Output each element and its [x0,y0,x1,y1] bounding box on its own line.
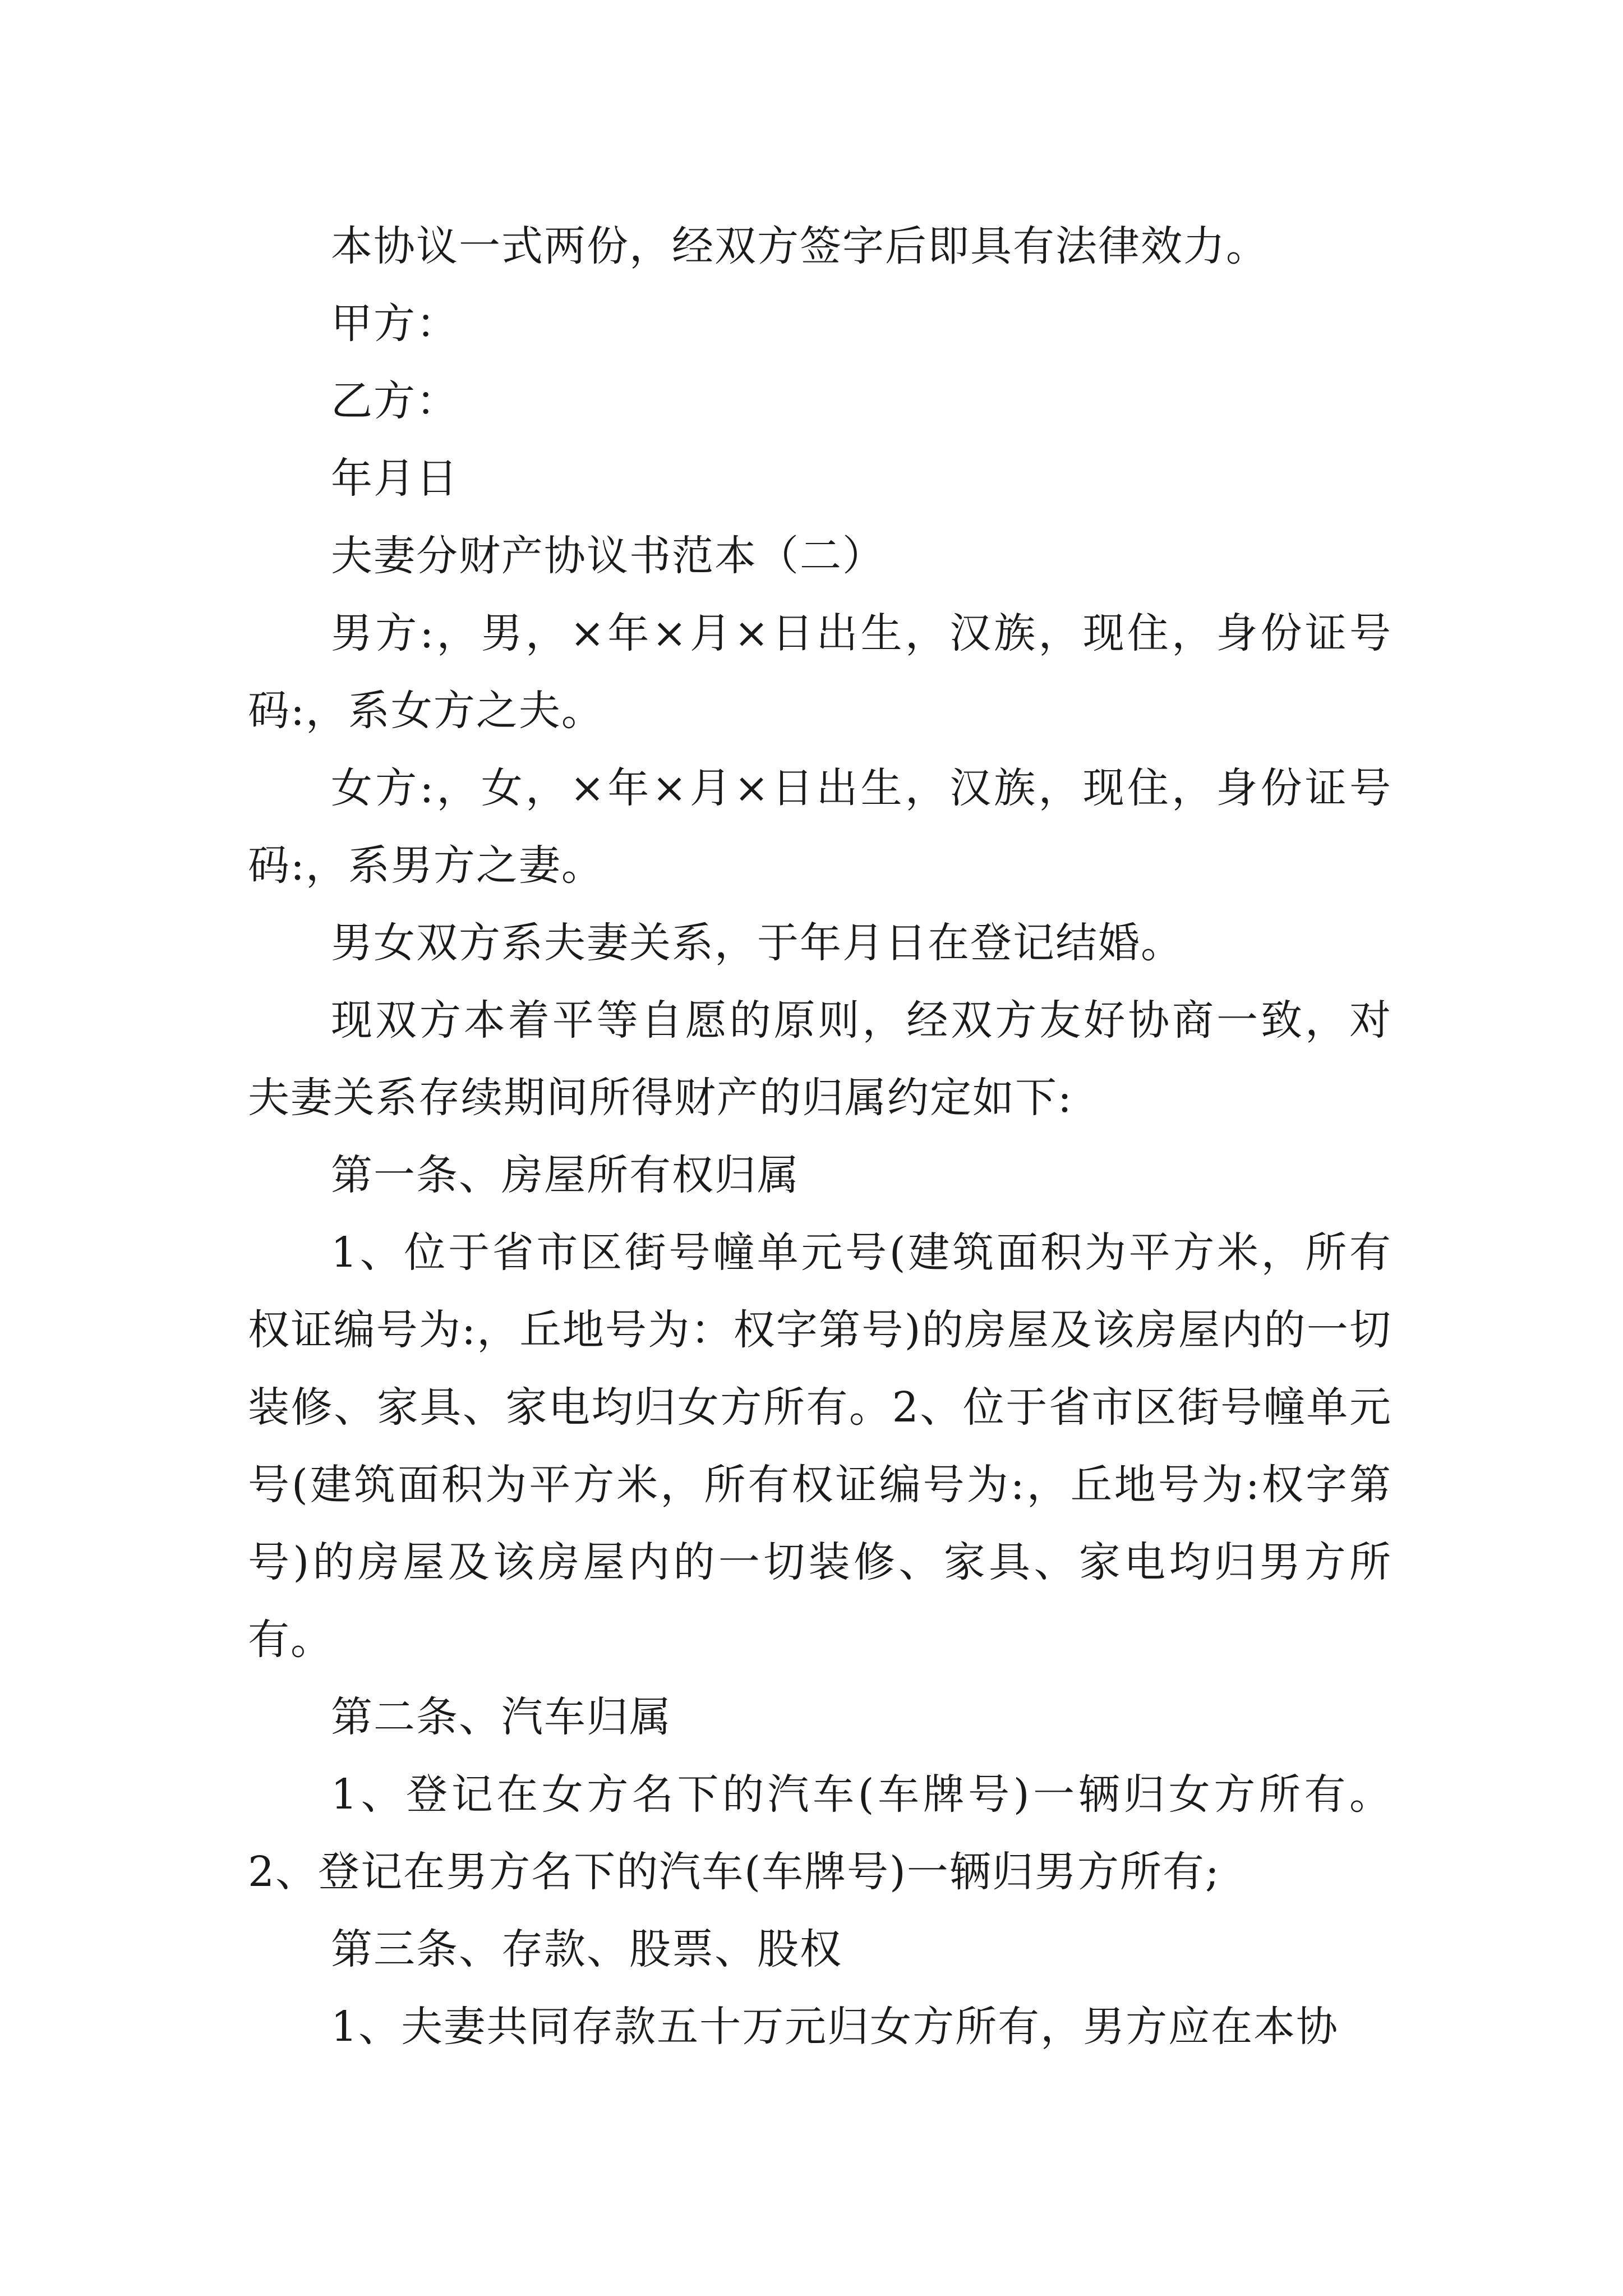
paragraph-date: 年月日 [331,454,459,503]
paragraph-principle: 现双方本着平等自愿的原则，经双方友好协商一致，对夫妻关系存续期间所得财产的归属约定如下: [248,996,1392,1122]
paragraph-article-3-heading: 第三条、存款、股票、股权 [331,1925,842,1973]
paragraph-party-a: 甲方： [331,300,459,348]
paragraph-article-2-heading: 第二条、汽车归属 [331,1693,672,1741]
document-body [248,208,1392,2065]
paragraph-husband-info: 男方:，男，×年×月×日出生，汉族，现住，身份证号码:，系女方之夫。 [248,609,1392,735]
paragraph-party-b: 乙方： [331,377,459,425]
paragraph-effect-clause: 本协议一式两份，经双方签字后即具有法律效力。 [331,222,1269,270]
paragraph-article-1-body: 1、位于省市区街号幢单元号(建筑面积为平方米，所有权证编号为:，丘地号为：权字第号)的房屋及该房屋内的一切装修、家具、家电均归女方所有。2、位于省市区街号幢单元号(建筑面积为平方米，所有权证编号为:，丘地号为:权字第号)的房屋及该房屋内的一切装修、家具、家电均归男方所有。 [248,1228,1392,1664]
paragraph-article-2-body: 1、登记在女方名下的汽车(车牌号)一辆归女方所有。2、登记在男方名下的汽车(车牌号)一辆归男方所有; [248,1770,1392,1896]
paragraph-article-1-heading: 第一条、房屋所有权归属 [331,1151,800,1199]
paragraph-section-title: 夫妻分财产协议书范本（二） [331,532,885,580]
paragraph-marriage: 男女双方系夫妻关系，于年月日在登记结婚。 [331,919,1183,967]
paragraph-wife-info: 女方:，女，×年×月×日出生，汉族，现住，身份证号码:，系男方之妻。 [248,764,1392,890]
paragraph-article-3-body: 1、夫妻共同存款五十万元归女方所有，男方应在本协 [331,2003,1339,2051]
